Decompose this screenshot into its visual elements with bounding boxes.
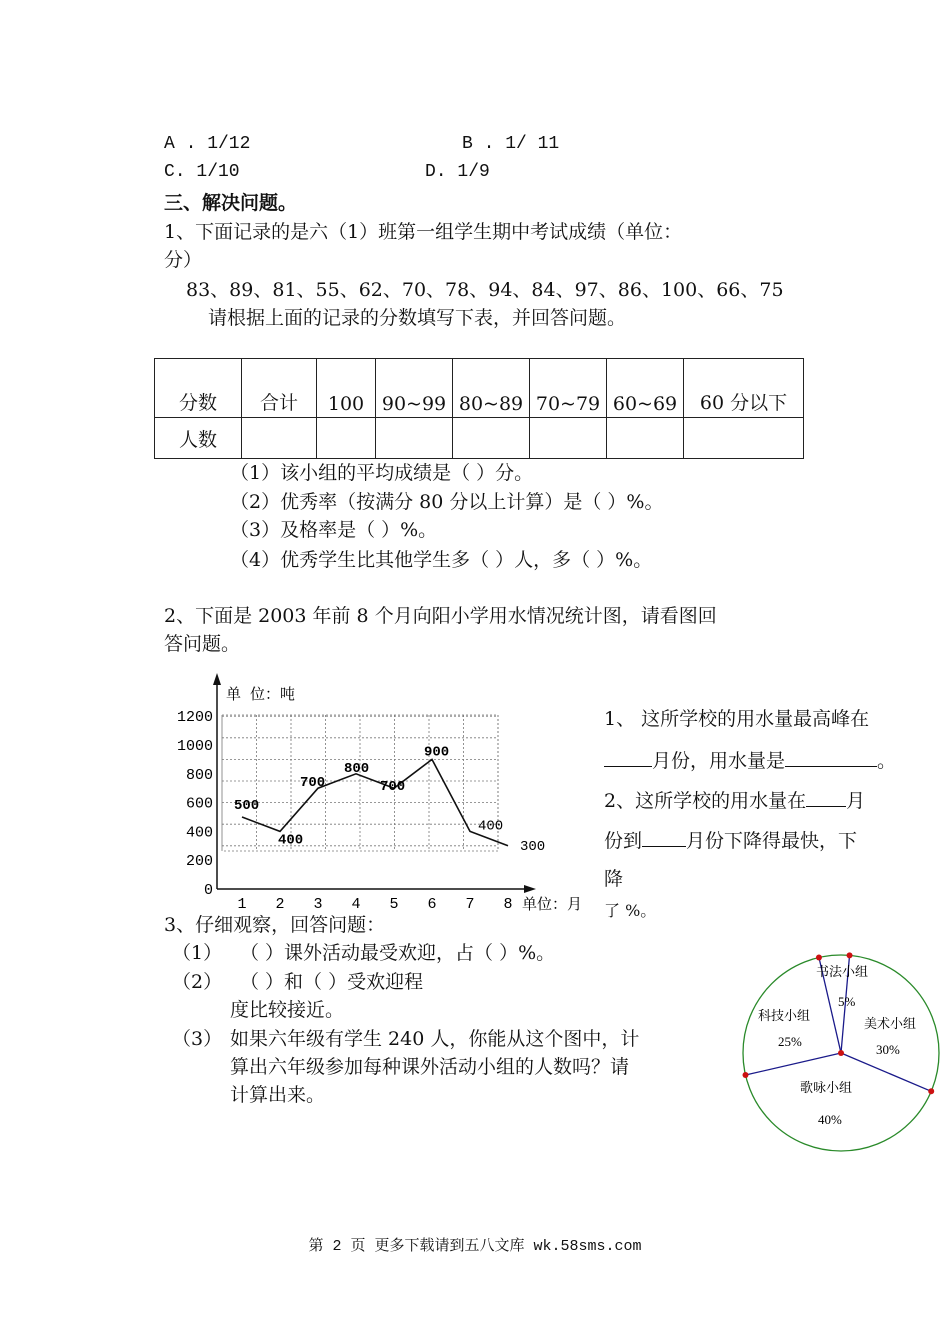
q1-scores: 83、89、81、55、62、70、78、94、84、97、86、100、66、75 — [186, 279, 784, 301]
y-tick-label: 1000 — [176, 738, 213, 755]
y-axis-arrow — [213, 673, 221, 685]
q2-side-q2-a — [604, 786, 865, 814]
x-tick-labels — [237, 896, 512, 913]
answer-blank[interactable] — [642, 826, 686, 847]
pie-boundary-dot — [847, 952, 853, 958]
y-tick-labels — [177, 709, 213, 899]
q3-s3-num: （3） — [172, 1028, 223, 1050]
option-a: A . 1/12 — [164, 134, 251, 154]
x-tick-label: 2 — [275, 896, 285, 913]
q2-side-q2-post: 月 — [846, 790, 866, 812]
q3-s3-line1: 如果六年级有学生 240 人，你能从这个图中，计 — [230, 1028, 640, 1050]
score-table-count-row — [155, 418, 804, 459]
pie-slice-percent: 30% — [876, 1042, 900, 1057]
x-tick-label: 3 — [313, 896, 323, 913]
table-header-cell: 90~99 — [376, 359, 453, 418]
x-tick-label: 8 — [503, 896, 513, 913]
pie-slice-percent: 5% — [838, 994, 856, 1009]
section-3-title: 三、解决问题。 — [164, 192, 298, 214]
data-label: 800 — [344, 760, 370, 777]
table-header-cell: 60~69 — [607, 359, 684, 418]
q1-sub4: （4）优秀学生比其他学生多（ ）人，多（ ）%。 — [230, 549, 653, 571]
table-input-cell[interactable] — [607, 418, 684, 459]
answer-blank[interactable] — [785, 746, 877, 767]
pie-slice-label: 歌咏小组 — [800, 1080, 853, 1095]
table-header-cell: 分数 — [155, 359, 242, 418]
q2-side-q2-d: 了 %。 — [604, 901, 657, 920]
table-row-label: 人数 — [155, 418, 242, 459]
y-tick-label: 200 — [185, 853, 213, 871]
pie-slice-label: 书法小组 — [816, 964, 869, 979]
data-label: 900 — [424, 744, 450, 761]
q3-s1-text: （ ）课外活动最受欢迎，占（ ）%。 — [240, 942, 556, 964]
y-tick-label: 600 — [185, 795, 213, 813]
option-d: D. 1/9 — [425, 162, 490, 182]
answer-blank[interactable] — [806, 786, 846, 807]
q2-side-q2-pre: 2、这所学校的用水量在 — [604, 790, 807, 812]
q1-sub3: （3）及格率是（ ）%。 — [230, 519, 438, 541]
water-usage-line-chart — [160, 665, 610, 920]
option-b: B . 1/ 11 — [462, 134, 560, 154]
y-tick-label: 1200 — [176, 709, 213, 727]
table-input-cell[interactable] — [317, 418, 376, 459]
x-axis-arrow — [524, 885, 536, 893]
chart-grid — [222, 715, 498, 851]
chart-axes — [213, 673, 536, 893]
y-tick-label: 400 — [185, 824, 213, 842]
answer-blank[interactable] — [604, 746, 652, 767]
data-label: 400 — [278, 832, 304, 849]
q2-intro-line1: 2、下面是 2003 年前 8 个月向阳小学用水情况统计图，请看图回 — [164, 605, 717, 627]
y-tick-label: 800 — [185, 766, 213, 784]
table-input-cell[interactable] — [376, 418, 453, 459]
q1-instruction: 请根据上面的记录的分数填写下表，并回答问题。 — [208, 307, 627, 329]
pie-slice-percent: 25% — [778, 1034, 802, 1049]
q2-side-q2-c: 降 — [604, 868, 624, 890]
pie-divider-line — [746, 1053, 841, 1075]
pie-boundary-dot — [816, 955, 822, 961]
q2-side-q2-b-pre: 份到 — [604, 830, 643, 852]
pie-slice-label: 科技小组 — [758, 1008, 811, 1023]
data-label: 700 — [300, 775, 326, 792]
pie-slice-label: 美术小组 — [864, 1016, 917, 1031]
option-c: C. 1/10 — [164, 162, 240, 182]
q3-s3-line3: 计算出来。 — [230, 1084, 326, 1106]
q1-intro-line1: 1、下面记录的是六（1）班第一组学生期中考试成绩（单位： — [164, 221, 683, 243]
q1-intro-line2: 分） — [164, 249, 203, 271]
table-header-cell: 70~79 — [530, 359, 607, 418]
score-table — [154, 358, 804, 459]
q2-side-q1-mid: 月份，用水量是 — [652, 750, 786, 772]
activity-pie-chart — [738, 950, 944, 1156]
x-tick-label: 1 — [237, 896, 247, 913]
table-header-cell: 100 — [317, 359, 376, 418]
pie-center-dot — [838, 1050, 844, 1056]
x-tick-label: 7 — [465, 896, 475, 913]
data-label: 300 — [520, 838, 546, 855]
x-axis-label: 单位：月 — [522, 897, 583, 914]
table-input-cell[interactable] — [242, 418, 317, 459]
q3-s2-num: （2） — [172, 971, 223, 993]
x-tick-label: 4 — [351, 896, 361, 913]
q1-sub1: （1）该小组的平均成绩是（ ）分。 — [230, 462, 534, 484]
q3-s2-text2: 度比较接近。 — [230, 999, 345, 1021]
q2-side-q1-end: 。 — [877, 750, 897, 772]
pie-slice-percent: 40% — [818, 1112, 842, 1127]
table-header-cell: 80~89 — [453, 359, 530, 418]
data-label: 700 — [380, 779, 406, 796]
x-tick-label: 6 — [427, 896, 437, 913]
data-label: 400 — [478, 818, 504, 835]
data-labels — [234, 744, 545, 854]
q1-sub2: （2）优秀率（按满分 80 分以上计算）是（ ）%。 — [230, 491, 664, 513]
q3-s2-text: （ ）和（ ）受欢迎程 — [240, 971, 424, 993]
q2-side-q2-b-post: 月份下降得最快，下 — [686, 830, 858, 852]
q2-side-q2-b — [604, 826, 857, 854]
y-tick-label: 0 — [203, 882, 213, 899]
y-axis-label: 单 位：吨 — [226, 687, 296, 704]
table-header-cell: 合计 — [242, 359, 317, 418]
table-input-cell[interactable] — [530, 418, 607, 459]
q3-s1-num: （1） — [172, 942, 223, 964]
pie-boundary-dot — [928, 1088, 934, 1094]
q2-intro-line2: 答问题。 — [164, 633, 241, 655]
table-header-cell: 60 分以下 — [684, 359, 804, 418]
q2-side-q1-b — [604, 746, 896, 774]
data-label: 500 — [234, 798, 260, 814]
score-table-header-row — [155, 359, 804, 418]
table-input-cell[interactable] — [453, 418, 530, 459]
table-input-cell[interactable] — [684, 418, 804, 459]
pie-boundary-dot — [743, 1072, 749, 1078]
q2-side-q1-a: 1、 这所学校的用水量最高峰在 — [604, 708, 870, 730]
q3-s3-line2: 算出六年级参加每种课外活动小组的人数吗？请 — [230, 1056, 630, 1078]
page-footer: 第 2 页 更多下载请到五八文库 wk.58sms.com — [308, 1238, 642, 1255]
pie-divider-line — [841, 1053, 931, 1091]
q3-title: 3、仔细观察，回答问题： — [164, 914, 386, 936]
x-tick-label: 5 — [389, 896, 399, 913]
